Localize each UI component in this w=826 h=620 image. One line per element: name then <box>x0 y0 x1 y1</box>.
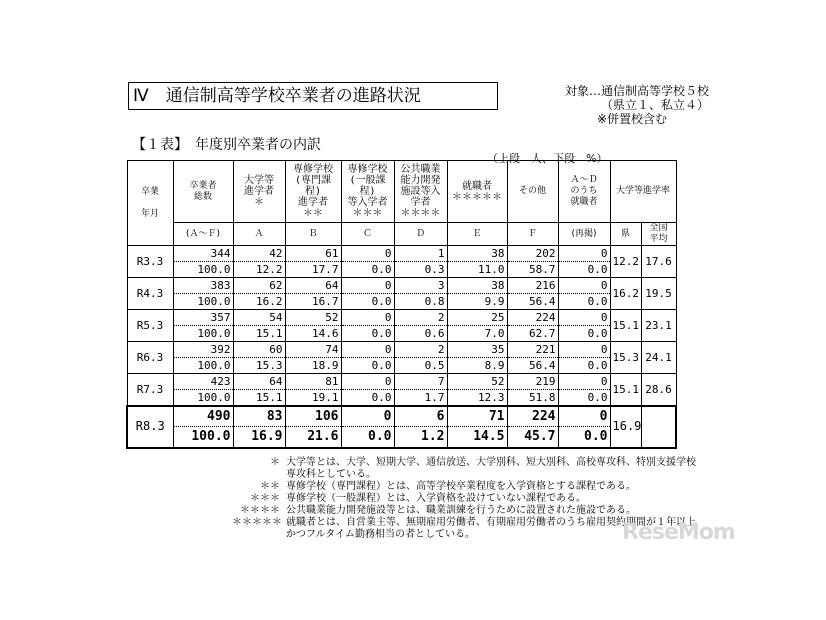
cell-count: 0 <box>341 278 394 294</box>
cell-percent: 19.1 <box>285 390 341 406</box>
footnote-mark: ＊ <box>270 457 280 468</box>
cell-percent: 100.0 <box>173 294 233 310</box>
header-other-sub: Ｆ <box>507 223 558 246</box>
header-rate-national: 全国 平均 <box>641 223 676 246</box>
cell-count: 0 <box>558 310 610 326</box>
cell-rate-prefecture: 16.9 <box>610 406 641 448</box>
cell-rate-national: 24.1 <box>641 342 676 374</box>
cell-count: 0 <box>558 374 610 390</box>
cell-percent: 14.6 <box>285 326 341 342</box>
cell-percent: 0.3 <box>394 262 447 278</box>
cell-count: 74 <box>285 342 341 358</box>
header-total-sub: (Ａ～Ｆ) <box>173 223 233 246</box>
watermark-logo: ReseMom <box>622 520 735 545</box>
cell-count: 216 <box>507 278 558 294</box>
cell-rate-prefecture: 15.1 <box>610 310 641 342</box>
cell-count: 81 <box>285 374 341 390</box>
header-univ-rate: 大学等進学率 <box>610 161 676 223</box>
header-university: 大学等 進学者 ＊ <box>233 161 285 223</box>
cell-count: 392 <box>173 342 233 358</box>
footnote-line <box>232 493 696 505</box>
cell-count: 0 <box>341 406 394 427</box>
cell-percent: 1.2 <box>394 427 447 448</box>
cell-percent: 100.0 <box>173 262 233 278</box>
target-line-1: 対象…通信制高等学校５校 <box>565 84 710 98</box>
cell-count: 224 <box>507 406 558 427</box>
cell-count: 62 <box>233 278 285 294</box>
cell-percent: 0.0 <box>341 427 394 448</box>
cell-percent: 100.0 <box>173 390 233 406</box>
cell-count: 60 <box>233 342 285 358</box>
cell-rate-national: 28.6 <box>641 374 676 406</box>
cell-count: 0 <box>558 342 610 358</box>
header-public-training: 公共職業 能力開発 施設等入 学者 ＊＊＊＊ <box>394 161 447 223</box>
row-year: R6.3 <box>127 342 173 374</box>
cell-count: 2 <box>394 310 447 326</box>
header-vocational-general-sub: Ｃ <box>341 223 394 246</box>
cell-percent: 15.3 <box>233 358 285 374</box>
cell-percent: 0.0 <box>341 390 394 406</box>
cell-percent: 0.0 <box>558 390 610 406</box>
cell-percent: 45.7 <box>507 427 558 448</box>
footnote-line <box>232 457 696 469</box>
header-employed-among-ad: Ａ～Ｄ のうち 就職者 <box>558 161 610 223</box>
header-employed-among-ad-sub: (再掲) <box>558 223 610 246</box>
cell-rate-prefecture: 12.2 <box>610 246 641 278</box>
units-label: （上段 人、下段 %） <box>487 152 608 165</box>
cell-rate-national <box>641 406 676 448</box>
cell-percent: 100.0 <box>173 326 233 342</box>
cell-rate-prefecture: 16.2 <box>610 278 641 310</box>
cell-count: 423 <box>173 374 233 390</box>
footnote-continuation <box>232 469 696 481</box>
cell-percent: 16.7 <box>285 294 341 310</box>
header-total: 卒業者 総数 <box>173 161 233 223</box>
cell-percent: 56.4 <box>507 294 558 310</box>
graduates-table <box>126 160 677 449</box>
cell-count: 64 <box>285 278 341 294</box>
cell-count: 0 <box>558 406 610 427</box>
cell-percent: 7.0 <box>447 326 507 342</box>
header-employed: 就職者 ＊＊＊＊＊ <box>447 161 507 223</box>
cell-rate-prefecture: 15.3 <box>610 342 641 374</box>
header-employed-sub: Ｅ <box>447 223 507 246</box>
cell-count: 344 <box>173 246 233 262</box>
cell-percent: 62.7 <box>507 326 558 342</box>
cell-count: 202 <box>507 246 558 262</box>
cell-count: 1 <box>394 246 447 262</box>
cell-rate-prefecture: 15.1 <box>610 374 641 406</box>
target-info <box>565 84 765 126</box>
cell-percent: 11.0 <box>447 262 507 278</box>
cell-count: 61 <box>285 246 341 262</box>
cell-rate-national: 19.5 <box>641 278 676 310</box>
footnote-mark: ＊＊＊＊ <box>240 505 280 516</box>
cell-count: 219 <box>507 374 558 390</box>
cell-count: 0 <box>341 374 394 390</box>
row-year: R3.3 <box>127 246 173 278</box>
cell-percent: 0.0 <box>558 326 610 342</box>
footnote-mark: ＊＊＊＊＊ <box>232 517 282 528</box>
cell-percent: 0.8 <box>394 294 447 310</box>
cell-count: 42 <box>233 246 285 262</box>
cell-percent: 0.6 <box>394 326 447 342</box>
cell-percent: 56.4 <box>507 358 558 374</box>
cell-percent: 16.2 <box>233 294 285 310</box>
header-university-sub: Ａ <box>233 223 285 246</box>
footnote-text: 専攻科としている。 <box>286 469 376 480</box>
cell-count: 52 <box>285 310 341 326</box>
cell-count: 0 <box>341 310 394 326</box>
cell-percent: 0.0 <box>341 262 394 278</box>
cell-count: 0 <box>341 342 394 358</box>
cell-percent: 15.1 <box>233 390 285 406</box>
target-line-2: （県立１、私立４） <box>601 98 710 112</box>
cell-count: 6 <box>394 406 447 427</box>
cell-count: 224 <box>507 310 558 326</box>
footnote-indent <box>232 529 286 541</box>
cell-percent: 16.9 <box>233 427 285 448</box>
cell-count: 54 <box>233 310 285 326</box>
cell-percent: 17.7 <box>285 262 341 278</box>
cell-percent: 100.0 <box>173 358 233 374</box>
header-vocational-general: 専修学校 (一般課程) 等入学者 ＊＊＊ <box>341 161 394 223</box>
cell-count: 25 <box>447 310 507 326</box>
cell-percent: 0.0 <box>558 294 610 310</box>
footnote-text: 専修学校（一般課程）とは、入学資格を設けていない課程である。 <box>286 493 586 504</box>
header-other: その他 <box>507 161 558 223</box>
cell-count: 0 <box>558 278 610 294</box>
row-year: R4.3 <box>127 278 173 310</box>
table-subtitle: 【１表】 年度別卒業者の内訳 <box>132 137 321 153</box>
cell-percent: 58.7 <box>507 262 558 278</box>
cell-count: 357 <box>173 310 233 326</box>
cell-percent: 0.0 <box>341 294 394 310</box>
footnote-text: かつフルタイム勤務相当の者としている。 <box>286 529 475 540</box>
row-year: R5.3 <box>127 310 173 342</box>
cell-count: 0 <box>558 246 610 262</box>
cell-percent: 1.7 <box>394 390 447 406</box>
footnote-text: 専修学校（専門課程）とは、高等学校卒業程度を入学資格とする課程である。 <box>286 481 636 492</box>
header-public-training-sub: Ｄ <box>394 223 447 246</box>
cell-percent: 14.5 <box>447 427 507 448</box>
row-year: R8.3 <box>127 406 173 448</box>
cell-count: 83 <box>233 406 285 427</box>
footnote-text: 公共職業能力開発施設等とは、職業訓練を行うために設置された施設である。 <box>286 505 636 516</box>
cell-count: 38 <box>447 246 507 262</box>
cell-count: 35 <box>447 342 507 358</box>
header-vocational-specialized: 専修学校 (専門課程) 進学者 ＊＊ <box>285 161 341 223</box>
footnote-mark: ＊＊＊ <box>250 493 280 504</box>
cell-count: 7 <box>394 374 447 390</box>
cell-percent: 12.3 <box>447 390 507 406</box>
footnote-indent <box>232 469 286 481</box>
cell-percent: 0.5 <box>394 358 447 374</box>
cell-percent: 0.0 <box>341 358 394 374</box>
cell-count: 0 <box>341 246 394 262</box>
footnote-text: 就職者とは、自営業主等、無期雇用労働者、有期雇用労働者のうち雇用契約期間が１年以上 <box>286 517 696 528</box>
cell-percent: 21.6 <box>285 427 341 448</box>
cell-count: 3 <box>394 278 447 294</box>
cell-count: 383 <box>173 278 233 294</box>
cell-count: 490 <box>173 406 233 427</box>
cell-percent: 12.2 <box>233 262 285 278</box>
footnote-mark: ＊＊ <box>260 481 280 492</box>
header-vocational-specialized-sub: Ｂ <box>285 223 341 246</box>
cell-count: 64 <box>233 374 285 390</box>
footnote-line <box>232 505 696 517</box>
cell-percent: 8.9 <box>447 358 507 374</box>
header-year: 卒業 年月 <box>127 161 173 246</box>
header-rate-prefecture: 県 <box>610 223 641 246</box>
footnote-line <box>232 481 696 493</box>
cell-count: 38 <box>447 278 507 294</box>
cell-count: 71 <box>447 406 507 427</box>
row-year: R7.3 <box>127 374 173 406</box>
cell-percent: 51.8 <box>507 390 558 406</box>
cell-percent: 0.0 <box>558 427 610 448</box>
cell-count: 106 <box>285 406 341 427</box>
cell-percent: 18.9 <box>285 358 341 374</box>
cell-rate-national: 23.1 <box>641 310 676 342</box>
cell-percent: 9.9 <box>447 294 507 310</box>
cell-count: 52 <box>447 374 507 390</box>
cell-percent: 0.0 <box>341 326 394 342</box>
cell-percent: 0.0 <box>558 262 610 278</box>
cell-percent: 0.0 <box>558 358 610 374</box>
cell-count: 2 <box>394 342 447 358</box>
cell-percent: 15.1 <box>233 326 285 342</box>
cell-percent: 100.0 <box>173 427 233 448</box>
section-title: Ⅳ 通信制高等学校卒業者の進路状況 <box>128 82 498 110</box>
cell-count: 221 <box>507 342 558 358</box>
target-line-3: ※併置校含む <box>597 112 668 126</box>
cell-rate-national: 17.6 <box>641 246 676 278</box>
footnote-text: 大学等とは、大学、短期大学、通信放送、大学別科、短大別科、高校専攻科、特別支援学校 <box>286 457 696 468</box>
